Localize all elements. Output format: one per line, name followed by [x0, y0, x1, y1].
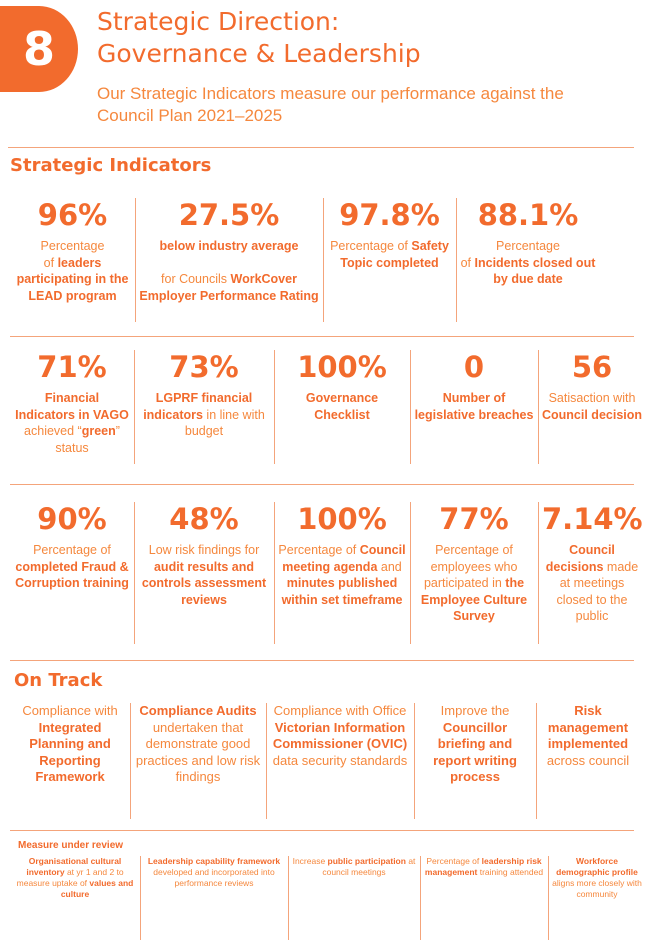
- on-track-item: [266, 703, 414, 819]
- emphasis-text: leaders participating in the LEAD program: [16, 255, 129, 303]
- indicator: [274, 502, 410, 644]
- body-text: at council meetings: [322, 856, 416, 877]
- emphasis-text: Safety Topic completed: [340, 239, 449, 270]
- indicator-value: 48%: [169, 502, 239, 536]
- indicator-row-2: [10, 350, 646, 464]
- indicator-row-1: [10, 198, 600, 322]
- emphasis-text: audit results and controls assessment reviews: [141, 559, 267, 607]
- indicator-text: [14, 238, 131, 304]
- emphasis-text: Councillor briefing and report writing process: [433, 719, 517, 784]
- review-item: [548, 856, 646, 940]
- divider: [10, 484, 634, 485]
- emphasis-text: Victorian Information Commissioner (OVIC): [272, 719, 408, 751]
- body-text: data security standards: [272, 752, 408, 768]
- indicator-text: [278, 542, 406, 608]
- indicator-value: 7.14%: [542, 502, 643, 536]
- measure-under-review-heading: Measure under review: [18, 840, 124, 851]
- body-text: Percentage of: [426, 856, 482, 866]
- body-text: ” status: [55, 424, 120, 455]
- body-text: training attended: [477, 867, 544, 877]
- indicator-text: [138, 390, 270, 440]
- indicator: [410, 350, 538, 464]
- body-text: Percentage: [40, 239, 105, 253]
- emphasis-text: WorkCover Employer Performance Rating: [139, 272, 319, 303]
- body-text: aligns more closely with community: [552, 878, 642, 899]
- indicator-value: 56: [571, 350, 613, 384]
- indicator: [538, 502, 646, 644]
- indicator-value: 88.1%: [477, 198, 579, 232]
- body-text: Compliance with: [22, 703, 118, 718]
- indicator: [10, 198, 135, 322]
- indicator-row-3: [10, 502, 646, 644]
- review-row: [10, 856, 646, 940]
- emphasis-text: minutes published within set timeframe: [281, 576, 403, 607]
- body-text: Compliance with Office: [273, 703, 407, 718]
- indicator-value: 0: [463, 350, 485, 384]
- body-text: Improve the: [440, 703, 510, 718]
- review-item: [140, 856, 288, 940]
- body-text: made at meetings closed to the public: [556, 559, 639, 623]
- body-text: for Councils: [161, 272, 231, 286]
- indicator-text: [542, 390, 642, 423]
- indicator-value: 73%: [169, 350, 239, 384]
- body-text: across council: [546, 752, 630, 768]
- body-text: undertaken that demonstrate good practices and low risk findings: [135, 719, 261, 784]
- body-text: developed and incorporated into performance reviews: [153, 867, 275, 888]
- indicator-value: 100%: [297, 350, 387, 384]
- indicator-text: [278, 390, 406, 423]
- divider: [8, 147, 634, 148]
- title-line-1: Strategic Direction:: [97, 7, 340, 36]
- review-item: [10, 856, 140, 940]
- body-text: Percentage of: [330, 239, 412, 253]
- emphasis-text: Governance Checklist: [305, 391, 379, 422]
- indicator-text: [327, 238, 452, 271]
- review-item: [420, 856, 548, 940]
- body-text: in line with budget: [184, 407, 265, 438]
- strategic-indicators-heading: Strategic Indicators: [10, 155, 212, 176]
- emphasis-text: Council decision: [542, 407, 643, 422]
- emphasis-text: Leadership capability framework: [147, 856, 281, 866]
- indicator: [274, 350, 410, 464]
- emphasis-text: Risk management implemented: [547, 703, 629, 751]
- indicator: [538, 350, 646, 464]
- emphasis-text: Number of legislative breaches: [414, 391, 534, 422]
- page-title: [97, 6, 421, 70]
- emphasis-text: completed Fraud & Corruption training: [15, 559, 129, 590]
- on-track-item: [130, 703, 266, 819]
- indicator: [410, 502, 538, 644]
- indicator-value: 27.5%: [178, 198, 280, 232]
- on-track-item: [10, 703, 130, 819]
- indicator: [134, 502, 274, 644]
- body-text: of: [460, 255, 475, 270]
- body-text: and: [377, 559, 402, 574]
- indicator-text: [139, 238, 319, 304]
- subtitle-line-1: Our Strategic Indicators measure our performance against the: [97, 84, 564, 103]
- page-subtitle: [97, 83, 564, 127]
- emphasis-text: Organisational cultural inventory: [26, 856, 122, 877]
- body-text: Percentage of: [278, 543, 360, 557]
- emphasis-text: the Employee Culture Survey: [420, 576, 528, 623]
- emphasis-text: public participation: [327, 856, 406, 866]
- emphasis-text: LGPRF financial indicators: [143, 391, 253, 422]
- emphasis-text: Financial Indicators in VAGO: [15, 391, 129, 422]
- indicator: [135, 198, 323, 322]
- indicator-text: [14, 542, 130, 592]
- title-line-2: Governance & Leadership: [97, 39, 421, 68]
- indicator-text: [138, 542, 270, 608]
- indicator-value: 77%: [439, 502, 509, 536]
- body-text: Satisaction with: [548, 391, 636, 405]
- body-text: Increase: [292, 856, 328, 866]
- emphasis-text: leadership risk management: [424, 856, 542, 877]
- indicator: [456, 198, 600, 322]
- body-text: achieved “: [24, 424, 82, 438]
- on-track-item: [536, 703, 640, 819]
- indicator-value: 90%: [37, 502, 107, 536]
- section-number-badge: 8: [0, 6, 78, 92]
- emphasis-text: green: [81, 424, 116, 438]
- emphasis-text: Workforce demographic profile: [556, 856, 638, 877]
- review-item: [288, 856, 420, 940]
- emphasis-text: values and culture: [60, 878, 134, 899]
- indicator-text: [14, 390, 130, 456]
- divider: [10, 830, 634, 831]
- indicator-text: [542, 542, 642, 625]
- subtitle-line-2: Council Plan 2021–2025: [97, 106, 283, 125]
- body-text: of: [43, 255, 58, 270]
- indicator-value: 97.8%: [339, 198, 440, 232]
- indicator: [323, 198, 456, 322]
- body-text: Percentage of: [33, 543, 111, 557]
- indicator: [10, 350, 134, 464]
- indicator-value: 100%: [297, 502, 387, 536]
- emphasis-text: Integrated Planning and Reporting Framework: [29, 719, 111, 784]
- on-track-row: [10, 703, 640, 819]
- indicator-text: [414, 542, 534, 625]
- body-text: Low risk findings for: [148, 543, 260, 557]
- on-track-item: [414, 703, 536, 819]
- indicator: [10, 502, 134, 644]
- emphasis-text: Incidents closed out by due date: [474, 255, 596, 286]
- emphasis-text: Council meeting agenda: [282, 543, 406, 574]
- indicator-text: [414, 390, 534, 423]
- divider: [10, 336, 634, 337]
- emphasis-text: below industry average: [159, 239, 299, 253]
- divider: [10, 660, 634, 661]
- on-track-heading: On Track: [14, 670, 103, 691]
- body-text: at yr 1 and 2 to measure uptake of: [16, 867, 124, 888]
- indicator-text: [460, 238, 596, 288]
- emphasis-text: Compliance Audits: [139, 703, 257, 718]
- body-text: Percentage: [496, 239, 560, 253]
- indicator-value: 96%: [37, 198, 108, 232]
- body-text: Percentage of employees who participated in: [423, 543, 518, 590]
- indicator-value: 71%: [37, 350, 107, 384]
- indicator: [134, 350, 274, 464]
- emphasis-text: Council decisions: [545, 543, 615, 574]
